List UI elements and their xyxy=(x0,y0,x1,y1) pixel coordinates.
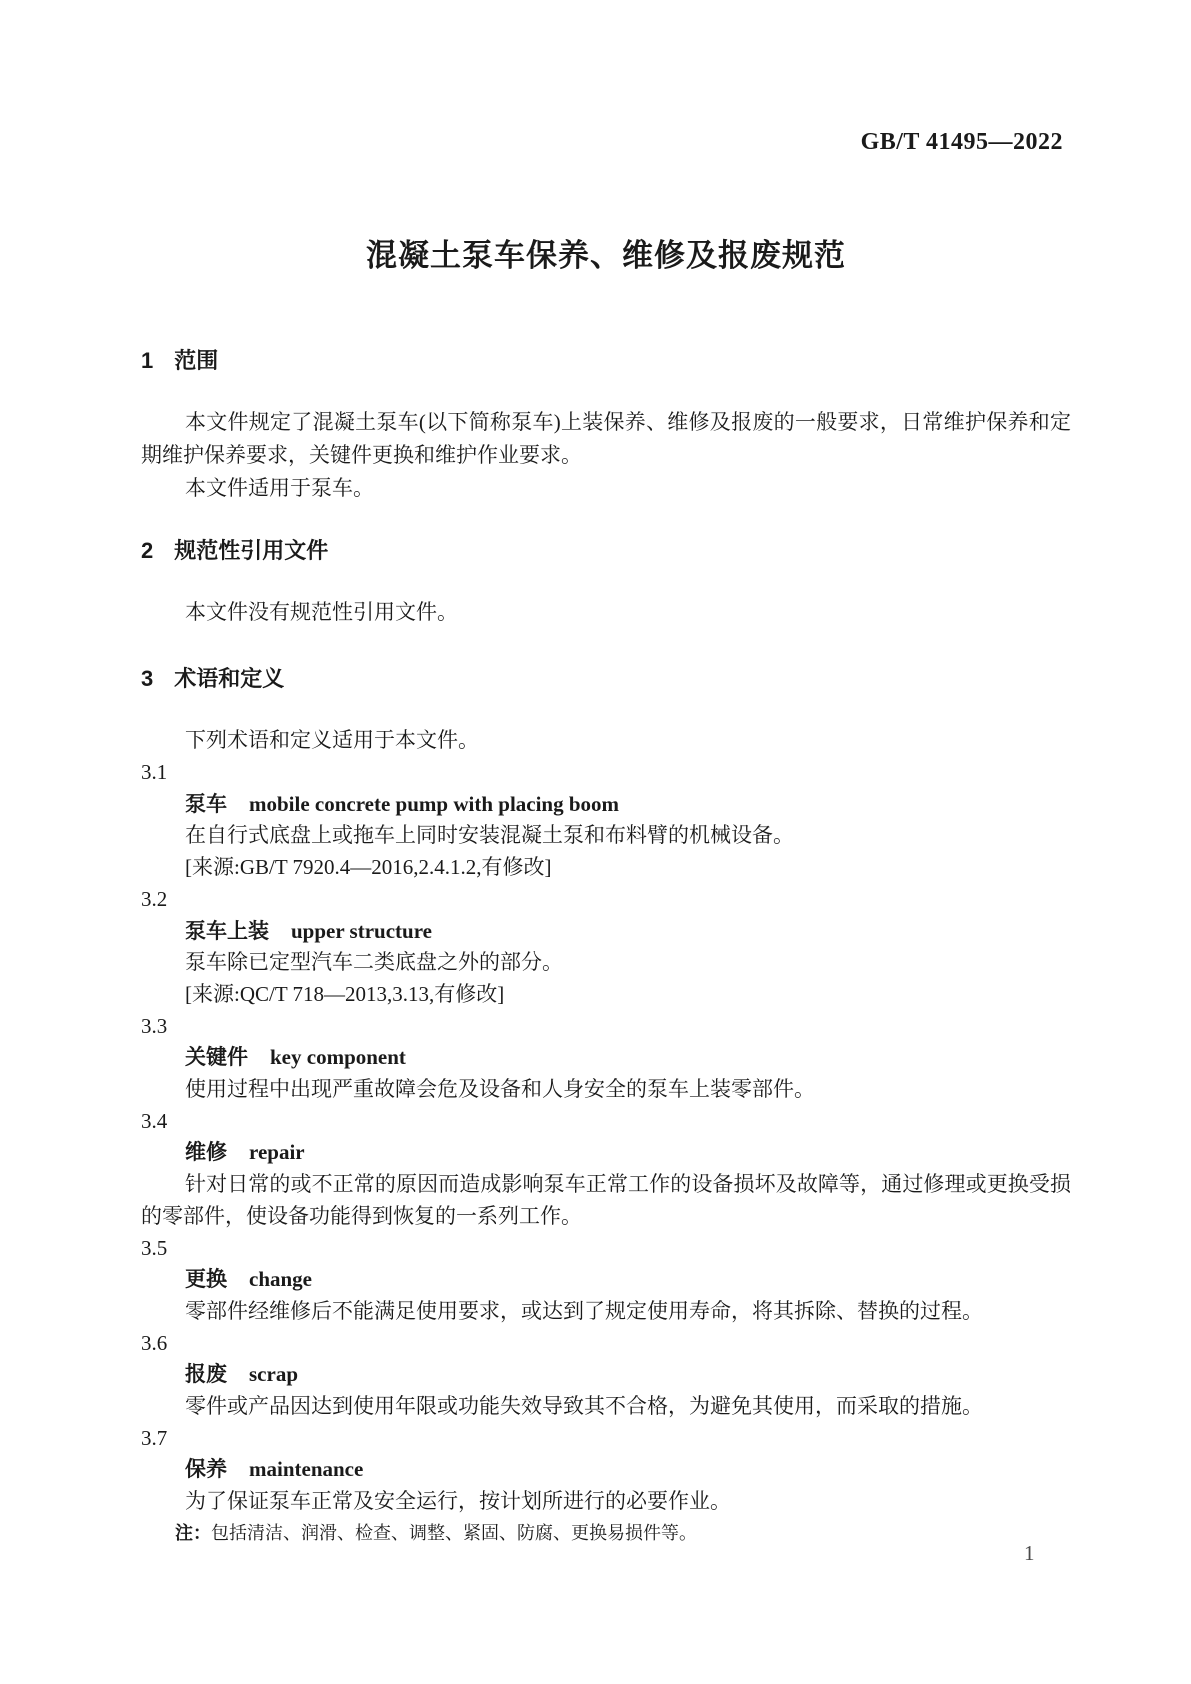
term-name-en: mobile concrete pump with placing boom xyxy=(249,791,620,816)
term-name xyxy=(141,1264,1071,1296)
section-normative-heading xyxy=(141,534,1071,567)
term-name-zh: 更换 xyxy=(185,1268,227,1292)
term-name-en: maintenance xyxy=(249,1457,364,1482)
term-name-zh: 维修 xyxy=(185,1141,227,1165)
standard-code: GB/T 41495—2022 xyxy=(860,129,1063,155)
term-name-zh: 保养 xyxy=(185,1458,227,1482)
term-name-zh: 泵车上装 xyxy=(185,919,269,943)
term-number: 3.2 xyxy=(141,886,168,911)
term-number: 3.6 xyxy=(141,1330,168,1355)
term-name xyxy=(141,1137,1071,1169)
section-terms-number: 3 xyxy=(141,666,154,691)
term-name-zh: 报废 xyxy=(185,1363,227,1387)
term-name xyxy=(141,1454,1071,1486)
section-normative-number: 2 xyxy=(141,538,154,563)
term-name xyxy=(141,916,1071,948)
terms-list xyxy=(141,757,1071,1550)
term-definition: 零部件经维修后不能满足使用要求，或达到了规定使用寿命，将其拆除、替换的过程。 xyxy=(185,1298,983,1323)
normative-paragraph: 本文件没有规范性引用文件。 xyxy=(185,600,458,624)
scope-paragraph-2: 本文件适用于泵车。 xyxy=(185,476,374,500)
term-number: 3.7 xyxy=(141,1425,168,1450)
term-definition: 在自行式底盘上或拖车上同时安装混凝土泵和布料臂的机械设备。 xyxy=(185,823,794,848)
section-normative-label: 规范性引用文件 xyxy=(174,538,329,563)
document-body xyxy=(141,0,1071,1550)
term-source: [来源:QC/T 718—2013,3.13,有修改] xyxy=(185,981,505,1006)
term-definition: 泵车除已定型汽车二类底盘之外的部分。 xyxy=(185,950,563,975)
term-number: 3.4 xyxy=(141,1108,168,1133)
scope-paragraph-1: 本文件规定了混凝土泵车(以下简称泵车)上装保养、维修及报废的一般要求，日常维护保养和定期维护保养要求，关键件更换和维护作业要求。 xyxy=(141,410,1071,467)
term-name-zh: 泵车 xyxy=(185,792,227,816)
term-note xyxy=(141,1518,1071,1550)
term-number: 3.3 xyxy=(141,1013,168,1038)
term-source: [来源:GB/T 7920.4—2016,2.4.1.2,有修改] xyxy=(185,855,552,880)
term-definition: 使用过程中出现严重故障会危及设备和人身安全的泵车上装零部件。 xyxy=(185,1077,815,1102)
term-name-zh: 关键件 xyxy=(185,1046,248,1070)
page-number: 1 xyxy=(1024,1541,1035,1565)
term-number: 3.5 xyxy=(141,1235,168,1260)
section-scope-label: 范围 xyxy=(174,348,219,373)
term-name xyxy=(141,789,1071,821)
term-definition: 零件或产品因达到使用年限或功能失效导致其不合格，为避免其使用，而采取的措施。 xyxy=(185,1394,983,1419)
section-terms-heading xyxy=(141,662,1071,695)
term-definition: 针对日常的或不正常的原因而造成影响泵车正常工作的设备损坏及故障等，通过修理或更换受损的零部件，使设备功能得到恢复的一系列工作。 xyxy=(141,1172,1071,1228)
term-number: 3.1 xyxy=(141,760,168,784)
term-name xyxy=(141,1042,1071,1074)
terms-intro-paragraph: 下列术语和定义适用于本文件。 xyxy=(185,728,479,752)
term-name-en: repair xyxy=(249,1140,305,1165)
section-scope-number: 1 xyxy=(141,348,154,373)
term-name-en: key component xyxy=(270,1045,406,1070)
note-label: 注： xyxy=(175,1522,211,1543)
term-name-en: upper structure xyxy=(291,918,432,943)
term-name-en: change xyxy=(249,1267,312,1292)
page-title: 混凝土泵车保养、维修及报废规范 xyxy=(366,238,846,273)
section-scope-heading xyxy=(141,344,1071,377)
note-text: 包括清洁、润滑、检查、调整、紧固、防腐、更换易损件等。 xyxy=(211,1522,697,1543)
term-name xyxy=(141,1359,1071,1391)
term-definition: 为了保证泵车正常及安全运行，按计划所进行的必要作业。 xyxy=(185,1489,731,1514)
term-name-en: scrap xyxy=(249,1362,298,1387)
section-terms-label: 术语和定义 xyxy=(174,666,285,691)
